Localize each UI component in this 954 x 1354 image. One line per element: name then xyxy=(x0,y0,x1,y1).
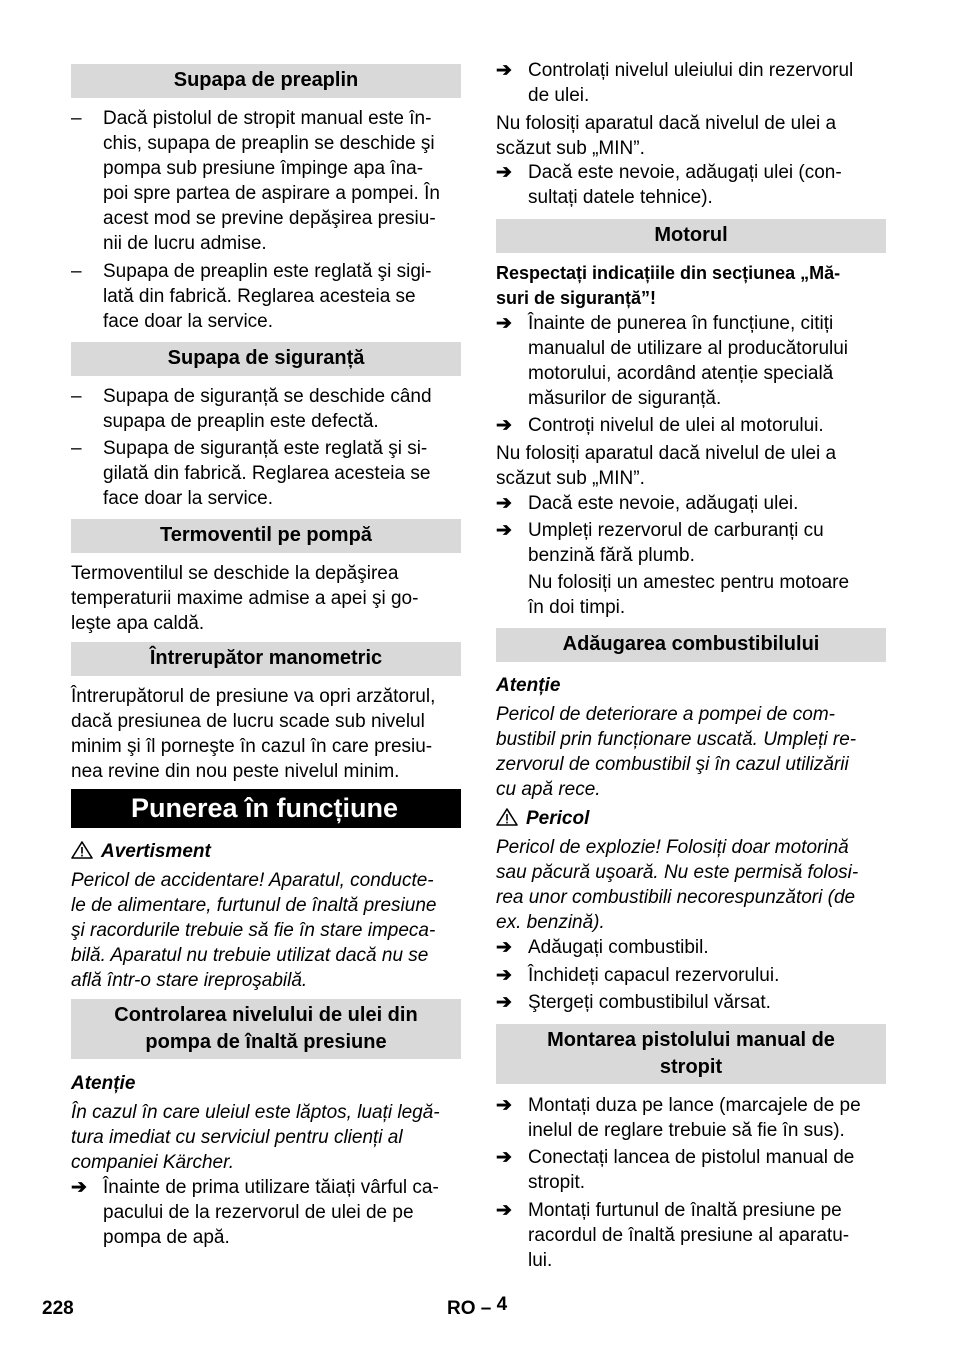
text-line: Întrerupătorul de presiune va opri arzătorul, xyxy=(71,686,436,707)
text-line: Respectați indicațiile din secțiunea „Mă- xyxy=(496,263,841,283)
arrow-right-icon: ➔ xyxy=(496,162,512,183)
header-line: Montarea pistolului manual de xyxy=(547,1029,835,1051)
step-text xyxy=(528,1145,854,1195)
text-line: ex. benzină). xyxy=(496,912,605,933)
step-text xyxy=(528,160,842,210)
text-line: benzină fără plumb. xyxy=(528,545,695,566)
warning-triangle-icon xyxy=(71,841,93,859)
section-header-supapa-preaplin: Supapa de preaplin xyxy=(71,64,461,98)
text-line: supapa de preaplin este defectă. xyxy=(103,411,379,432)
text-line: Pericol de explozie! Folosiți doar motorină xyxy=(496,837,849,858)
section-page-number: 4 xyxy=(496,1294,508,1315)
arrow-right-icon: ➔ xyxy=(496,415,512,436)
text-line: află într-o stare ireproşabilă. xyxy=(71,970,308,991)
step-text xyxy=(528,1198,849,1273)
section-header-intrerupator: Întrerupător manometric xyxy=(71,642,461,676)
step-text xyxy=(528,413,824,438)
step-text xyxy=(528,963,779,988)
text-line: măsurilor de siguranță. xyxy=(528,388,722,409)
text-line: tura imediat cu serviciul pentru clienți al xyxy=(71,1127,403,1148)
text-line: rea unor combustibili necorespunzători (de xyxy=(496,887,856,908)
text-line: leşte apa caldă. xyxy=(71,613,205,634)
text-line: racordul de înaltă presiune al aparatu- xyxy=(528,1225,850,1246)
text-line: Controlați nivelul uleiului din rezervorul xyxy=(528,60,854,81)
text-line: în doi timpi. xyxy=(528,597,626,618)
attention-text xyxy=(496,702,886,802)
list-item-text xyxy=(103,106,440,256)
text-line: Dacă pistolul de stropit manual este în- xyxy=(103,108,432,129)
text-line: face doar la service. xyxy=(103,488,274,509)
text-line: motorului, acordând atenție specială xyxy=(528,363,834,384)
step-text xyxy=(528,935,709,960)
step-text xyxy=(103,1175,439,1250)
text-line: temperaturii maxime admise a apei şi go- xyxy=(71,588,419,609)
text-line: lată din fabrică. Reglarea acesteia se xyxy=(103,286,416,307)
text-line: Conectați lancea de pistolul manual de xyxy=(528,1147,855,1168)
text-line: scăzut sub „MIN”. xyxy=(496,138,645,159)
arrow-right-icon: ➔ xyxy=(496,1147,512,1168)
step-text xyxy=(528,1093,861,1143)
text-line: sultați datele tehnice). xyxy=(528,187,713,208)
danger-heading xyxy=(496,806,886,831)
text-line: Umpleți rezervorul de carburanți cu xyxy=(528,520,824,541)
header-line: Controlarea nivelului de ulei din xyxy=(114,1004,418,1026)
dash-bullet: – xyxy=(71,438,82,459)
text-line: pompa de apă. xyxy=(103,1227,230,1248)
section-header-termoventil: Termoventil pe pompă xyxy=(71,519,461,553)
text-line: nii de lucru admise. xyxy=(103,233,267,254)
text-line: pompa sub presiune împinge apa îna- xyxy=(103,158,424,179)
text-line: Supapa de siguranță este reglată şi si- xyxy=(103,438,428,459)
text-line: bustibil prin funcționare uscată. Umpleți re- xyxy=(496,729,857,750)
text-line: Controți nivelul de ulei al motorului. xyxy=(528,415,824,436)
text-line: şi racordurile trebuie să fie în stare impeca- xyxy=(71,920,436,941)
text-line: Nu folosiți un amestec pentru motoare xyxy=(528,572,850,593)
text-line: le de alimentare, furtunul de înaltă presiune xyxy=(71,895,437,916)
text-line: lui. xyxy=(528,1250,553,1271)
header-line: stropit xyxy=(659,1056,723,1078)
arrow-right-icon: ➔ xyxy=(496,60,512,81)
warning-heading xyxy=(71,839,461,864)
dash-bullet: – xyxy=(71,386,82,407)
paragraph xyxy=(71,684,461,784)
step-text xyxy=(528,491,798,516)
attention-label: Atenție xyxy=(496,675,561,696)
arrow-right-icon: ➔ xyxy=(71,1177,87,1198)
text-line: Ştergeți combustibilul vărsat. xyxy=(528,992,771,1013)
text-line: Înainte de prima utilizare tăiați vârful ca- xyxy=(103,1177,439,1198)
list-item-text xyxy=(103,259,431,334)
paragraph xyxy=(496,441,886,491)
warning-label: Avertisment xyxy=(101,841,211,862)
footer-separator: – xyxy=(480,1298,492,1319)
arrow-right-icon: ➔ xyxy=(496,937,512,958)
text-line: Înainte de punerea în funcțiune, citiți xyxy=(528,313,834,334)
text-line: Dacă este nevoie, adăugați ulei. xyxy=(528,493,799,514)
arrow-right-icon: ➔ xyxy=(496,520,512,541)
arrow-right-icon: ➔ xyxy=(496,992,512,1013)
text-line: Termoventilul se deschide la depăşirea xyxy=(71,563,399,584)
dash-bullet: – xyxy=(71,261,82,282)
text-line: Dacă este nevoie, adăugați ulei (con- xyxy=(528,162,842,183)
section-header-adaugarea: Adăugarea combustibilului xyxy=(496,628,886,662)
arrow-right-icon: ➔ xyxy=(496,493,512,514)
text-line: de ulei. xyxy=(528,85,590,106)
text-line: Supapa de siguranță se deschide când xyxy=(103,386,432,407)
text-line: acest mod se previne depăşirea presiu- xyxy=(103,208,436,229)
text-line: scăzut sub „MIN”. xyxy=(496,468,645,489)
text-line: Închideți capacul rezervorului. xyxy=(528,965,780,986)
language-code: RO xyxy=(447,1298,476,1319)
text-line: Nu folosiți aparatul dacă nivelul de ulei a xyxy=(496,113,837,134)
attention-label: Atenție xyxy=(71,1073,136,1094)
step-text xyxy=(528,518,849,620)
arrow-right-icon: ➔ xyxy=(496,1200,512,1221)
danger-text xyxy=(496,835,886,935)
arrow-right-icon: ➔ xyxy=(496,1095,512,1116)
page-number: 228 xyxy=(42,1298,74,1319)
bold-note xyxy=(496,261,886,311)
footer-language xyxy=(447,1296,507,1321)
section-header-montarea xyxy=(496,1024,886,1084)
section-header-supapa-siguranta: Supapa de siguranță xyxy=(71,342,461,376)
text-line: Pericol de deteriorare a pompei de com- xyxy=(496,704,836,725)
paragraph xyxy=(496,111,886,161)
text-line: chis, supapa de preaplin se deschide şi xyxy=(103,133,435,154)
text-line: manualul de utilizare al producătorului xyxy=(528,338,849,359)
dash-bullet: – xyxy=(71,108,82,129)
text-line: poi spre partea de aspirare a pompei. În xyxy=(103,183,440,204)
paragraph xyxy=(71,561,461,636)
text-line: bilă. Aparatul nu trebuie utilizat dacă nu se xyxy=(71,945,429,966)
text-line: cu apă rece. xyxy=(496,779,601,800)
text-line: Montați duza pe lance (marcajele de pe xyxy=(528,1095,861,1116)
text-line: companiei Kärcher. xyxy=(71,1152,234,1173)
text-line: minim şi îl porneşte în cazul în care presiu- xyxy=(71,736,433,757)
text-line: dacă presiunea de lucru scade sub nivelul xyxy=(71,711,425,732)
warning-text xyxy=(71,868,461,993)
text-line: pacului de la rezervorul de ulei de pe xyxy=(103,1202,414,1223)
attention-text xyxy=(71,1100,461,1175)
chapter-title: Punerea în funcțiune xyxy=(71,789,461,828)
text-line: Montați furtunul de înaltă presiune pe xyxy=(528,1200,842,1221)
text-line: suri de siguranță”! xyxy=(496,288,657,308)
section-header-motorul: Motorul xyxy=(496,219,886,253)
text-line: Nu folosiți aparatul dacă nivelul de ulei a xyxy=(496,443,837,464)
step-text xyxy=(528,990,771,1015)
text-line: inelul de reglare trebuie să fie în sus). xyxy=(528,1120,845,1141)
text-line: stropit. xyxy=(528,1172,586,1193)
text-line: face doar la service. xyxy=(103,311,274,332)
arrow-right-icon: ➔ xyxy=(496,313,512,334)
section-header-controlarea xyxy=(71,999,461,1059)
text-line: Pericol de accidentare! Aparatul, conducte- xyxy=(71,870,434,891)
text-line: Adăugați combustibil. xyxy=(528,937,709,958)
list-item-text xyxy=(103,436,430,511)
warning-triangle-icon xyxy=(496,808,518,826)
step-text xyxy=(528,58,853,108)
text-line: gilată din fabrică. Reglarea acesteia se xyxy=(103,463,431,484)
header-line: pompa de înaltă presiune xyxy=(145,1031,387,1053)
arrow-right-icon: ➔ xyxy=(496,965,512,986)
step-text xyxy=(528,311,848,411)
text-line: sau păcură uşoară. Nu este permisă folosi- xyxy=(496,862,859,883)
text-line: zervorul de combustibil şi în cazul utilizării xyxy=(496,754,849,775)
text-line: nea revine din nou peste nivelul minim. xyxy=(71,761,400,782)
text-line: În cazul în care uleiul este lăptos, luați legă- xyxy=(71,1102,440,1123)
danger-label: Pericol xyxy=(526,808,590,829)
text-line: Supapa de preaplin este reglată şi sigi- xyxy=(103,261,432,282)
list-item-text xyxy=(103,384,432,434)
